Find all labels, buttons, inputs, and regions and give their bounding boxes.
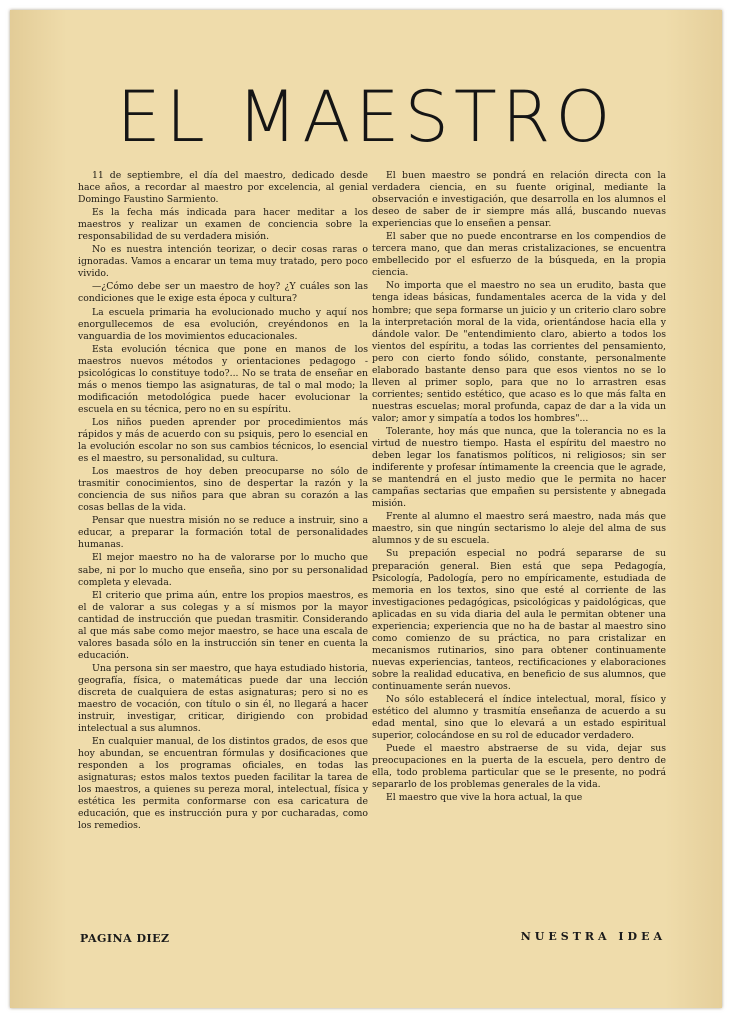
- paragraph: Pensar que nuestra misión no se reduce a instruir, sino a educar, a preparar la formación total de personalidades humanas.: [78, 515, 368, 551]
- paragraph: Tolerante, hoy más que nunca, que la tolerancia no es la virtud de nuestro tiempo. Hasta el espíritu del maestro no deben legar los fanatismos políticos, ni religiosos; sin ser indiferente y profesar íntimamente la creencia que le agrade, se mantendrá en el justo medio que le permita no hacer campañas sectarias que empañen su persistente y abnegada misión.: [372, 425, 666, 510]
- paragraph: El saber que no puede encontrarse en los compendios de tercera mano, que dan meras cristalizaciones, se encuentra embellecido por el esfuerzo de la búsqueda, en la propia ciencia.: [372, 231, 666, 279]
- paragraph: Una persona sin ser maestro, que haya estudiado historia, geografía, física, o matemáticas puede dar una lección discreta de cualquiera de estas asignaturas; pero si no es maestro de vocación, con título o sin él, no llegará a hacer instruir, investigar, criticar, dirigiendo con probidad intelectual a sus alumnos.: [78, 662, 368, 735]
- paragraph: La escuela primaria ha evolucionado mucho y aquí nos enorgullecemos de esa evolución, creyéndonos en la vanguardia de los movimientos educacionales.: [78, 306, 368, 342]
- right-column: [372, 170, 666, 805]
- paragraph: No es nuestra intención teorizar, o decir cosas raras o ignoradas. Vamos a encarar un tema muy tratado, pero poco vivido.: [78, 244, 368, 280]
- paragraph: El criterio que prima aún, entre los propios maestros, es el de valorar a sus colegas y a sí mismos por la mayor cantidad de instrucción que puedan trasmitir. Considerando al que más sabe como mejor maestro, se hace una escala de valores basada sólo en la instrucción sin tener en cuenta la educación.: [78, 589, 368, 661]
- paragraph: Los niños pueden aprender por procedimientos más rápidos y más de acuerdo con su psiquis, pero lo esencial en la evolución escolar no son sus cambios técnicos, lo esencial es el maestro, su personalidad, su cultura.: [78, 416, 368, 465]
- paragraph: Es la fecha más indicada para hacer meditar a los maestros y realizar un examen de conciencia sobre la responsabilidad de su verdadera misión.: [78, 207, 368, 243]
- paragraph: Esta evolución técnica que pone en manos de los maestros nuevos métodos y orientaciones pedagogo - psicológicas lo constituye todo?... No se trata de enseñar en más o menos tiempo las asignaturas, de tal o mal modo; la modificación metodológica puede hacer evolucionar la escuela en su técnica, pero no en su espíritu.: [78, 343, 368, 415]
- paragraph: No sólo establecerá el índice intelectual, moral, físico y estético del alumno y trasmitía enseñanza de acuerdo a su edad mental, sino que lo elevará a un estado espiritual superior, colocándose en su rol de educador verdadero.: [372, 694, 666, 742]
- paragraph: No importa que el maestro no sea un erudito, basta que tenga ideas básicas, fundamentales acerca de la vida y del hombre; que sepa formarse un juicio y un criterio claro sobre la interpretación moral de la vida, orientándose hacia ella y dándole valor. De "entendimiento claro, abierto a todos los vientos del espíritu, a todas las corrientes del pensamiento, pero con cierto fondo sólido, constante, personalmente elaborado bastante denso para que esos vientos no se lo lleven al primer soplo, para que no lo arrastren esas corrientes; sentido estético, que acaso es lo que más falta en nuestras escuelas; moral profunda, capaz de dar a la vida un valor; amor y simpatía a todos los hombres"...: [372, 280, 666, 424]
- page-number: PAGINA DIEZ: [80, 932, 170, 945]
- left-column: [78, 170, 368, 834]
- magazine-page: [10, 10, 722, 1008]
- paragraph: El buen maestro se pondrá en relación directa con la verdadera ciencia, en su fuente original, mediante la observación e investigación, que desarrolla en los alumnos el deseo de saber de ir siempre más allá, buscando nuevas experiencias que lo enseñen a pensar.: [372, 170, 666, 230]
- paragraph: —¿Cómo debe ser un maestro de hoy? ¿Y cuáles son las condiciones que le exige esta época y cultura?: [78, 281, 368, 305]
- paragraph: El maestro que vive la hora actual, la que: [386, 792, 583, 804]
- article-title: EL MAESTRO: [116, 76, 616, 158]
- paragraph: 11 de septiembre, el día del maestro, dedicado desde hace años, a recordar al maestro por excelencia, al genial Domingo Faustino Sarmiento.: [78, 170, 368, 206]
- paragraph: Los maestros de hoy deben preocuparse no sólo de trasmitir conocimientos, sino de despertar la razón y la conciencia de sus niños para que abran su corazón a las cosas bellas de la vida.: [78, 466, 368, 514]
- paragraph: Frente al alumno el maestro será maestro, nada más que maestro, sin que ningún sectarismo lo aleje del alma de sus alumnos y de su escuela.: [372, 511, 666, 547]
- paragraph: El mejor maestro no ha de valorarse por lo mucho que sabe, ni por lo mucho que enseña, sino por su personalidad completa y elevada.: [78, 552, 368, 588]
- paragraph: En cualquier manual, de los distintos grados, de esos que hoy abundan, se encuentran fórmulas y dosificaciones que responden a los programas oficiales, en todas las asignaturas; estos malos textos pueden facilitar la tarea de los maestros, a quienes su pereza moral, intelectual, física y estética les permita conformarse con esa caricatura de educación, que es instrucción pura y por cucharadas, como los remedios.: [78, 736, 368, 832]
- paragraph: Puede el maestro abstraerse de su vida, dejar sus preocupaciones en la puerta de la escuela, pero dentro de ella, todo problema particular que se le presente, no podrá separarlo de los problemas generales de la vida.: [372, 743, 666, 791]
- publication-name: NUESTRA IDEA: [520, 930, 666, 943]
- paragraph: Su prepación especial no podrá separarse de su preparación general. Bien está que sepa Pedagogía, Psicología, Padología, pero no empíricamente, estudiada de memoria en los textos, sino que esté al corriente de las investigaciones pedagógicas, psicológicas y paidológicas, que aplicadas en su vida diaria del aula le permitan obtener una experiencia; experiencia que no ha de bastar al maestro sino como comienzo de su práctica, no para cristalizar en mecanismos rutinarios, sino para obtener continuamente nuevas experiencias, tanteos, rectificaciones y elaboraciones sobre la realidad educativa, en beneficio de sus alumnos, que continuamente serán nuevos.: [372, 548, 666, 692]
